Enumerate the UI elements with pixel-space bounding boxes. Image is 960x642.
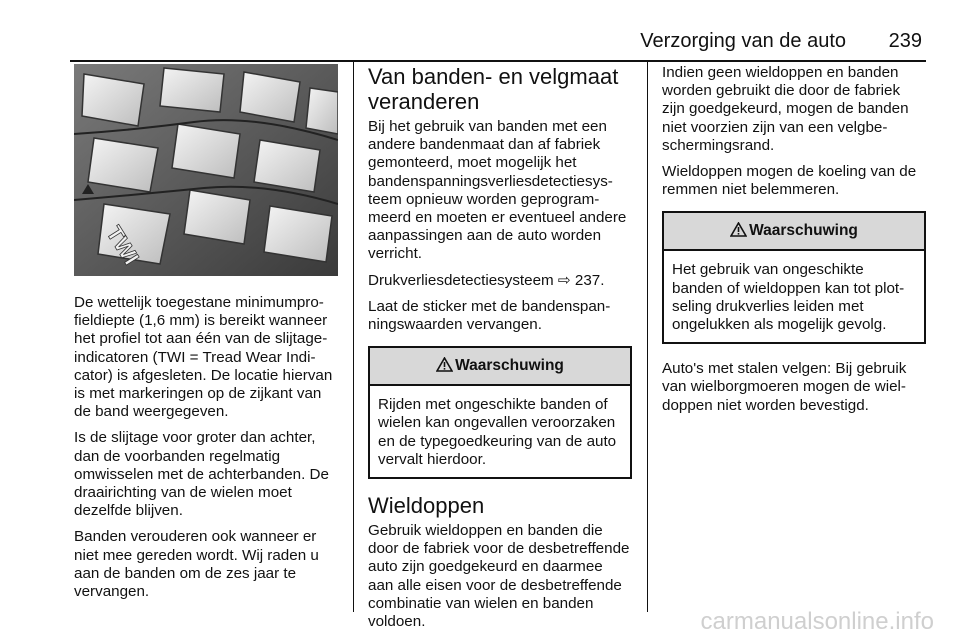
section-heading: Van banden- en velgmaat veranderen xyxy=(368,64,619,114)
page-number: 239 xyxy=(888,30,922,52)
column-2 xyxy=(368,64,632,639)
paragraph: Banden verouderen ook wanneer er niet mee gereden wordt. Wij raden u aan de banden om de zes jaar te vervangen. xyxy=(74,528,319,601)
column-divider xyxy=(647,62,648,612)
warning-triangle-icon xyxy=(730,222,747,237)
paragraph: Is de slijtage voor groter dan achter, dan de voorbanden regelmatig omwisselen met de achterbanden. De draairichting van de wielen moet dezelfde blijven. xyxy=(74,429,329,520)
watermark: carmanualsonline.info xyxy=(700,608,934,635)
page-title: Verzorging van de auto xyxy=(640,30,846,52)
warning-body xyxy=(370,386,630,477)
column-3 xyxy=(662,64,926,423)
warning-header xyxy=(664,213,924,251)
warning-box xyxy=(368,346,632,479)
paragraph: De wettelijk toegestane minimumprofieldiepte (1,6 mm) is bereikt wanneer het profiel tot aan één van de slijtageindicatoren (TWI = Tread Wear Indicator) is afgesleten. De locatie hiervan is met markeringen op de zijkant van de band weergegeven. xyxy=(74,294,333,421)
header-rule xyxy=(70,60,926,62)
paragraph-with-reference xyxy=(368,272,632,290)
warning-text: Het gebruik van ongeschikte banden of wieldoppen kan tot plotseling drukverlies leiden met ongelukken als mogelijk gevolg. xyxy=(672,261,905,334)
paragraph: Auto's met stalen velgen: Bij gebruik van wielborgmoeren mogen de wieldoppen niet worden bevestigd. xyxy=(662,360,907,414)
paragraph: Bij het gebruik van banden met een andere bandenmaat dan af fabriek gemonteerd, moet mogelijk het bandenspanningsverliesdetectiesysteem opnieuw worden geprogrammeerd en moeten er eventueel andere aanpassingen aan de auto worden verricht. xyxy=(368,118,627,263)
reference-text: Drukverliesdetectiesysteem xyxy=(368,271,558,289)
page-reference-arrow-icon[interactable]: ⇨ xyxy=(557,271,571,289)
paragraph: Indien geen wieldoppen en banden worden gebruikt die door de fabriek zijn goedgekeurd, mogen de banden niet voorzien zijn van een velgbeschermingsrand. xyxy=(662,64,909,154)
warning-triangle-icon xyxy=(436,357,453,372)
twi-marking: TWI xyxy=(101,221,145,269)
warning-title: Waarschuwing xyxy=(749,222,858,240)
page-header xyxy=(70,26,926,56)
warning-text: Rijden met ongeschikte banden of wielen kan ongevallen veroorzaken en de typegoedkeuring van de auto vervalt hierdoor. xyxy=(378,396,617,468)
warning-title: Waarschuwing xyxy=(455,357,564,375)
tire-tread-illustration xyxy=(74,64,338,276)
warning-body xyxy=(664,251,924,342)
paragraph: Wieldoppen mogen de koeling van de remmen niet belemmeren. xyxy=(662,163,917,199)
page-reference-number[interactable]: 237. xyxy=(570,271,605,289)
paragraph: Laat de sticker met de bandenspanningswaarden vervangen. xyxy=(368,297,611,334)
column-divider xyxy=(353,62,354,612)
warning-header xyxy=(370,348,630,386)
section-heading: Wieldoppen xyxy=(368,493,485,519)
column-1 xyxy=(74,64,338,609)
paragraph: Gebruik wieldoppen en banden die door de fabriek voor de desbetreffende auto zijn goedgekeurd en daarmee aan alle eisen voor de desbetreffende combinatie van wielen en banden voldoen. xyxy=(368,522,630,631)
warning-box xyxy=(662,211,926,344)
